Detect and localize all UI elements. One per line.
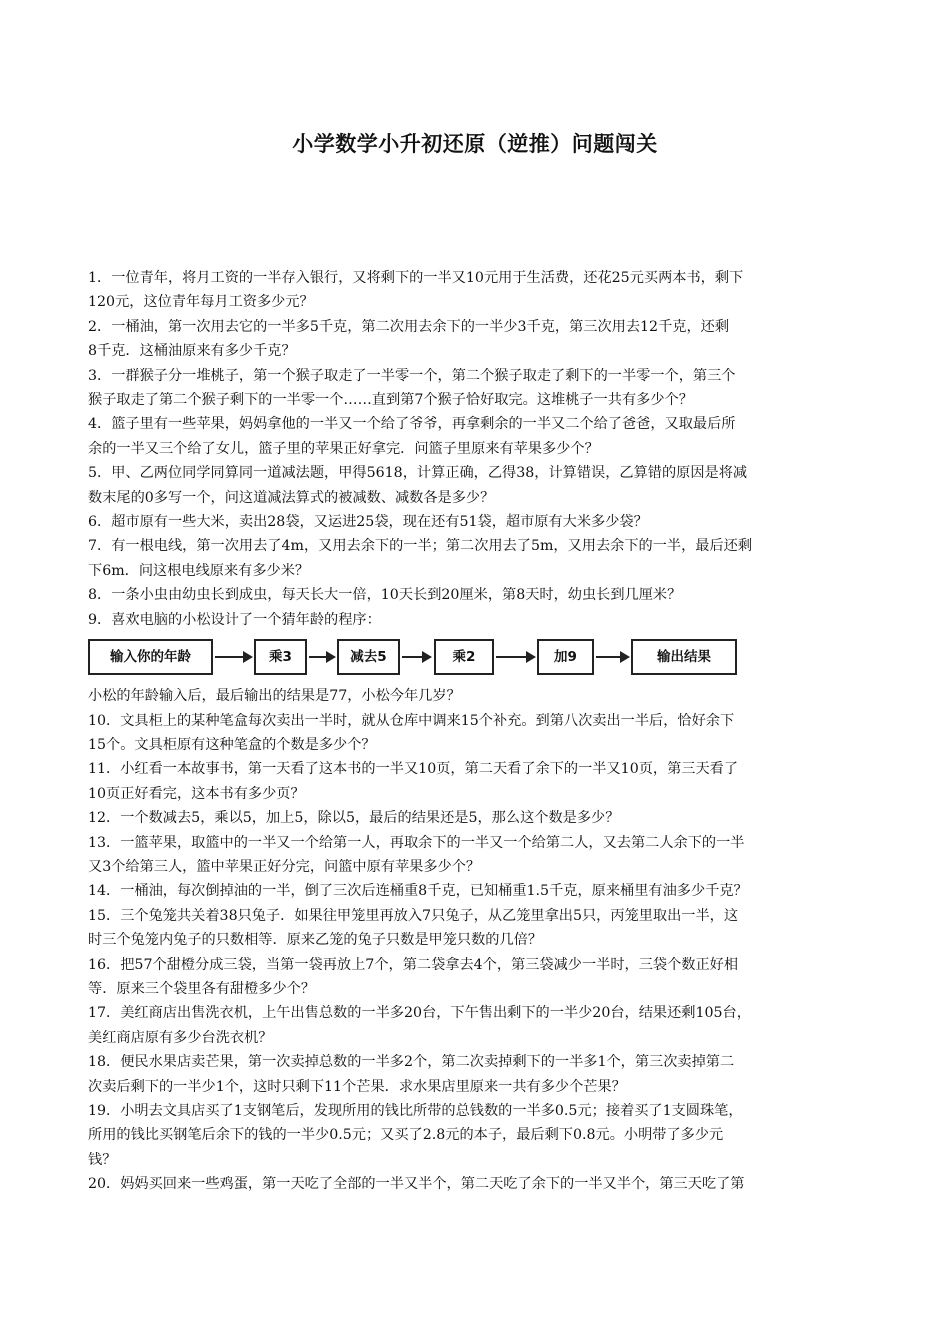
problem-line: 余的一半又三个给了女儿，篮子里的苹果正好拿完．问篮子里原来有苹果多少个？ [88, 440, 599, 457]
problem-9 [88, 608, 866, 683]
arrow-right-icon [309, 656, 334, 658]
problem-line: 下6m．问这根电线原来有多少米？ [88, 562, 310, 579]
arrow-right-icon [596, 656, 628, 658]
problem-line: 5．甲、乙两位同学同算同一道减法题，甲得5618，计算正确，乙得38，计算错误，乙算错的原因是将减 [88, 465, 748, 482]
problem-line: 16．把57个甜橙分成三袋，当第一袋再放上7个，第二袋拿去4个，第三袋减少一半时，三袋个数正好相 [88, 956, 739, 973]
flow-step-subtract-5: 减去5 [337, 639, 400, 675]
problem-line: 9．喜欢电脑的小松设计了一个猜年龄的程序： [88, 611, 381, 628]
flow-step-output-result: 输出结果 [631, 639, 737, 675]
problem-line: 17．美红商店出售洗衣机，上午出售总数的一半多20台，下午售出剩下的一半少20台，结果还剩105台， [88, 1005, 751, 1022]
arrow-right-icon [215, 656, 251, 658]
flow-step-multiply-3: 乘3 [254, 639, 307, 675]
problem-line: 12．一个数减去5，乘以5，加上5，除以5，最后的结果还是5，那么这个数是多少？ [88, 810, 620, 827]
problem-line: 6．超市原有一些大米，卖出28袋，又运进25袋，现在还有51袋，超市原有大米多少袋？ [88, 514, 648, 531]
problem-2 [88, 315, 866, 364]
problem-line: 8千克．这桶油原来有多少千克？ [88, 343, 296, 360]
arrow-right-icon [402, 656, 430, 658]
problem-line: 11．小红看一本故事书，第一天看了这本书的一半又10页，第二天看了余下的一半又10页，第三天看了 [88, 761, 739, 778]
flow-step-multiply-2: 乘2 [434, 639, 494, 675]
problem-line: 所用的钱比买钢笔后余下的钱的一半少0.5元；又买了2.8元的本子，最后剩下0.8元。小明带了多少元 [88, 1127, 724, 1144]
problem-line: 3．一群猴子分一堆桃子，第一个猴子取走了一半零一个，第二个猴子取走了剩下的一半零一个，第三个 [88, 367, 736, 384]
problem-line: 小松的年龄输入后，最后输出的结果是77，小松今年几岁？ [88, 688, 461, 705]
problem-3 [88, 364, 866, 413]
problem-line: 10．文具柜上的某种笔盒每次卖出一半时，就从仓库中调来15个补充。到第八次卖出一半后，恰好余下 [88, 712, 735, 729]
problem-line: 等．原来三个袋里各有甜橙多少个？ [88, 980, 316, 997]
problem-line: 20．妈妈买回来一些鸡蛋，第一天吃了全部的一半又半个，第二天吃了余下的一半又半个，第三天吃了第 [88, 1176, 745, 1193]
problem-19 [88, 1099, 866, 1172]
problem-12 [88, 806, 866, 830]
problem-line: 120元，这位青年每月工资多少元？ [88, 294, 314, 311]
problem-8 [88, 583, 866, 607]
problem-line: 15．三个兔笼共关着38只兔子．如果往甲笼里再放入7只兔子，从乙笼里拿出5只，丙笼里取出一半，这 [88, 907, 739, 924]
problem-13 [88, 831, 866, 880]
problem-line: 8．一条小虫由幼虫长到成虫，每天长大一倍，10天长到20厘米，第8天时，幼虫长到几厘米？ [88, 587, 682, 604]
problem-18 [88, 1050, 866, 1099]
problem-line: 猴子取走了第二个猴子剩下的一半零一个……直到第7个猴子恰好取完。这堆桃子一共有多少个？ [88, 392, 693, 409]
problem-line: 美红商店原有多少台洗衣机？ [88, 1029, 273, 1046]
flow-step-add-9: 加9 [537, 639, 594, 675]
problem-16 [88, 953, 866, 1002]
page-title: 小学数学小升初还原（逆推）问题闯关 [292, 132, 658, 156]
problem-line: 时三个兔笼内兔子的只数相等．原来乙笼的兔子只数是甲笼只数的几倍？ [88, 932, 543, 949]
problem-line: 15个。文具柜原有这种笔盒的个数是多少个？ [88, 736, 376, 753]
problem-line: 数末尾的0多写一个，问这道减法算式的被减数、减数各是多少？ [88, 489, 495, 506]
problem-line: 10页正好看完，这本书有多少页？ [88, 785, 305, 802]
age-flowchart [88, 633, 848, 683]
problem-line: 7．有一根电线，第一次用去了4m，又用去余下的一半；第二次用去了5m，又用去余下的一半，最后还剩 [88, 538, 753, 555]
arrow-right-icon [496, 656, 534, 658]
problem-15 [88, 904, 866, 953]
flow-step-input-age: 输入你的年龄 [88, 639, 213, 675]
problem-line: 2．一桶油，第一次用去它的一半多5千克，第二次用去余下的一半少3千克，第三次用去12千克，还剩 [88, 318, 730, 335]
problem-line: 钱？ [88, 1151, 117, 1168]
problem-line: 19．小明去文具店买了1支钢笔后，发现所用的钱比所带的总钱数的一半多0.5元；接着买了1支圆珠笔， [88, 1103, 743, 1119]
problem-list [88, 266, 866, 1197]
problem-line: 1．一位青年，将月工资的一半存入银行，又将剩下的一半又10元用于生活费，还花25元买两本书，剩下 [88, 270, 744, 286]
problem-5 [88, 461, 866, 510]
problem-line: 4．篮子里有一些苹果，妈妈拿他的一半又一个给了爷爷，再拿剩余的一半又二个给了爸爸，又取最后所 [88, 416, 736, 433]
problem-9-question [88, 684, 866, 708]
problem-14 [88, 879, 866, 903]
problem-line: 14．一桶油，每次倒掉油的一半，倒了三次后连桶重8千克，已知桶重1.5千克，原来桶里有油多少千克？ [88, 883, 748, 900]
problem-line: 次卖后剩下的一半少1个，这时只剩下11个芒果．求水果店里原来一共有多少个芒果？ [88, 1078, 626, 1095]
problem-17 [88, 1001, 866, 1050]
problem-line: 13．一篮苹果，取篮中的一半又一个给第一人，再取余下的一半又一个给第二人，又去第二人余下的一半 [88, 834, 745, 851]
problem-7 [88, 534, 866, 583]
problem-10 [88, 709, 866, 758]
problem-11 [88, 757, 866, 806]
problem-6 [88, 510, 866, 534]
problem-4 [88, 412, 866, 461]
problem-line: 又3个给第三人，篮中苹果正好分完，问篮中原有苹果多少个？ [88, 858, 481, 875]
problem-1 [88, 266, 866, 315]
problem-20 [88, 1172, 866, 1196]
problem-line: 18．便民水果店卖芒果，第一次卖掉总数的一半多2个，第二次卖掉剩下的一半多1个，第三次卖掉第二 [88, 1054, 735, 1071]
